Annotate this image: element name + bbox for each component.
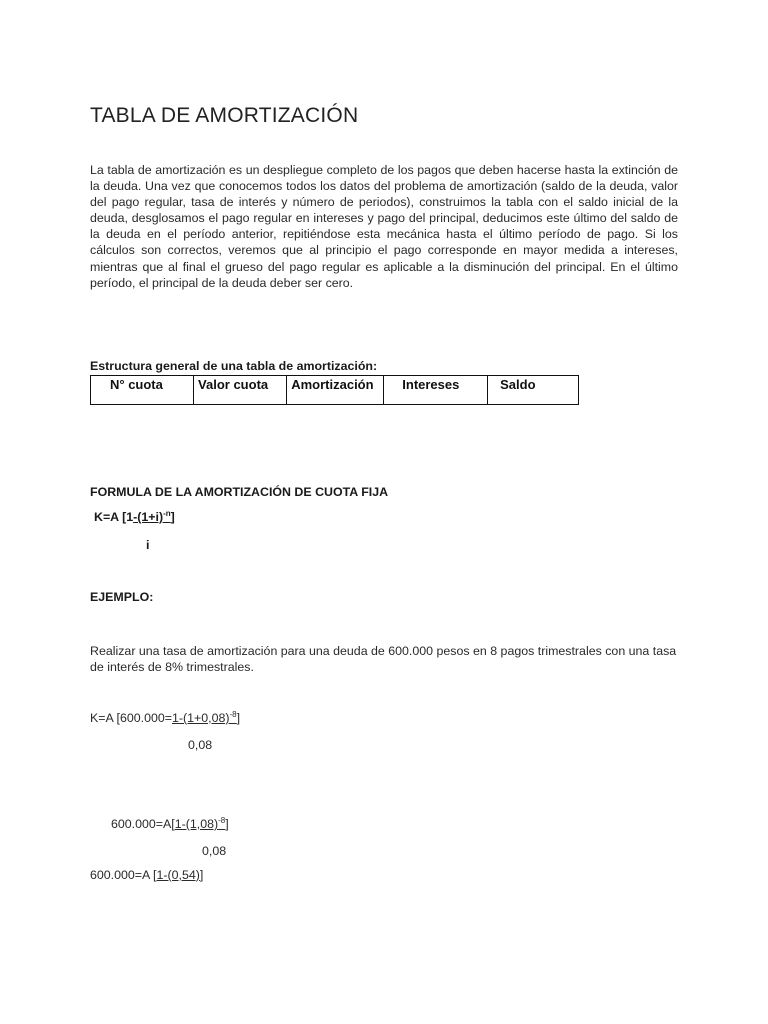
eq3-suffix: ] <box>199 868 204 882</box>
eq1-prefix: K=A [600.000= <box>90 711 172 725</box>
formula-numerator-text: -(1+i) <box>133 510 164 524</box>
header-valor-cuota: Valor cuota <box>194 376 287 405</box>
equation-3 <box>90 868 203 882</box>
formula-exponent: -n <box>163 509 171 518</box>
eq2-prefix: 600.000=A[ <box>111 817 175 831</box>
eq3-numerator <box>157 868 204 882</box>
equation-1 <box>90 711 240 725</box>
example-heading: EJEMPLO: <box>90 590 154 604</box>
formula-numerator <box>133 510 171 524</box>
eq1-exponent: -8 <box>229 710 237 719</box>
formula-heading: FORMULA DE LA AMORTIZACIÓN DE CUOTA FIJA <box>90 485 389 499</box>
equation-1-denominator: 0,08 <box>188 738 213 752</box>
equation-2 <box>111 817 229 831</box>
formula-suffix: ] <box>170 510 175 524</box>
table-caption: Estructura general de una tabla de amortización: <box>90 359 378 373</box>
table-header-row <box>91 376 579 405</box>
eq2-numerator <box>174 816 229 831</box>
eq3-numerator-text: 1-(0,54) <box>156 868 200 882</box>
equation-2-denominator: 0,08 <box>202 844 227 858</box>
document-title: TABLA DE AMORTIZACIÓN <box>90 104 359 127</box>
eq1-suffix: ] <box>236 711 241 725</box>
header-amortizacion: Amortización <box>287 376 384 405</box>
eq1-numerator-text: 1-(1+0,08) <box>172 711 230 725</box>
eq2-suffix: ] <box>225 817 229 831</box>
header-intereses: Intereses <box>384 376 488 405</box>
intro-paragraph: La tabla de amortización es un despliegue completo de los pagos que deben hacerse hasta la extinción de la deuda. Una vez que conocemos todos los datos del problema de amortización (saldo de la deuda, valor del pago regular, tasa de interés y número de periodos), construimos la tabla con el saldo inicial de la deuda, desglosamos el pago regular en intereses y pago del principal, deducimos este último del saldo de la deuda en el período anterior, repitiéndose esta mecánica hasta el último período de pago. Si los cálculos son correctos, veremos que al principio el pago corresponde en mayor medida a intereses, mientras que al final el grueso del pago regular es aplicable a la disminución del principal. En el último período, el principal de la deuda deber ser cero. <box>90 163 678 290</box>
eq2-numerator-text: 1-(1,08) <box>174 817 219 831</box>
formula-denominator: i <box>146 538 150 552</box>
formula-prefix: K=A [1 <box>94 510 134 524</box>
example-statement: Realizar una tasa de amortización para una deuda de 600.000 pesos en 8 pagos trimestrales con una tasa de interés de 8% trimestrales. <box>90 644 677 674</box>
formula-expression <box>94 510 175 524</box>
eq3-prefix: 600.000=A [ <box>90 868 157 882</box>
amortization-structure-table <box>90 375 579 405</box>
header-saldo: Saldo <box>488 376 579 405</box>
eq1-numerator <box>172 711 237 725</box>
header-n-cuota: N° cuota <box>91 376 194 405</box>
eq2-exponent: -8 <box>218 816 226 825</box>
